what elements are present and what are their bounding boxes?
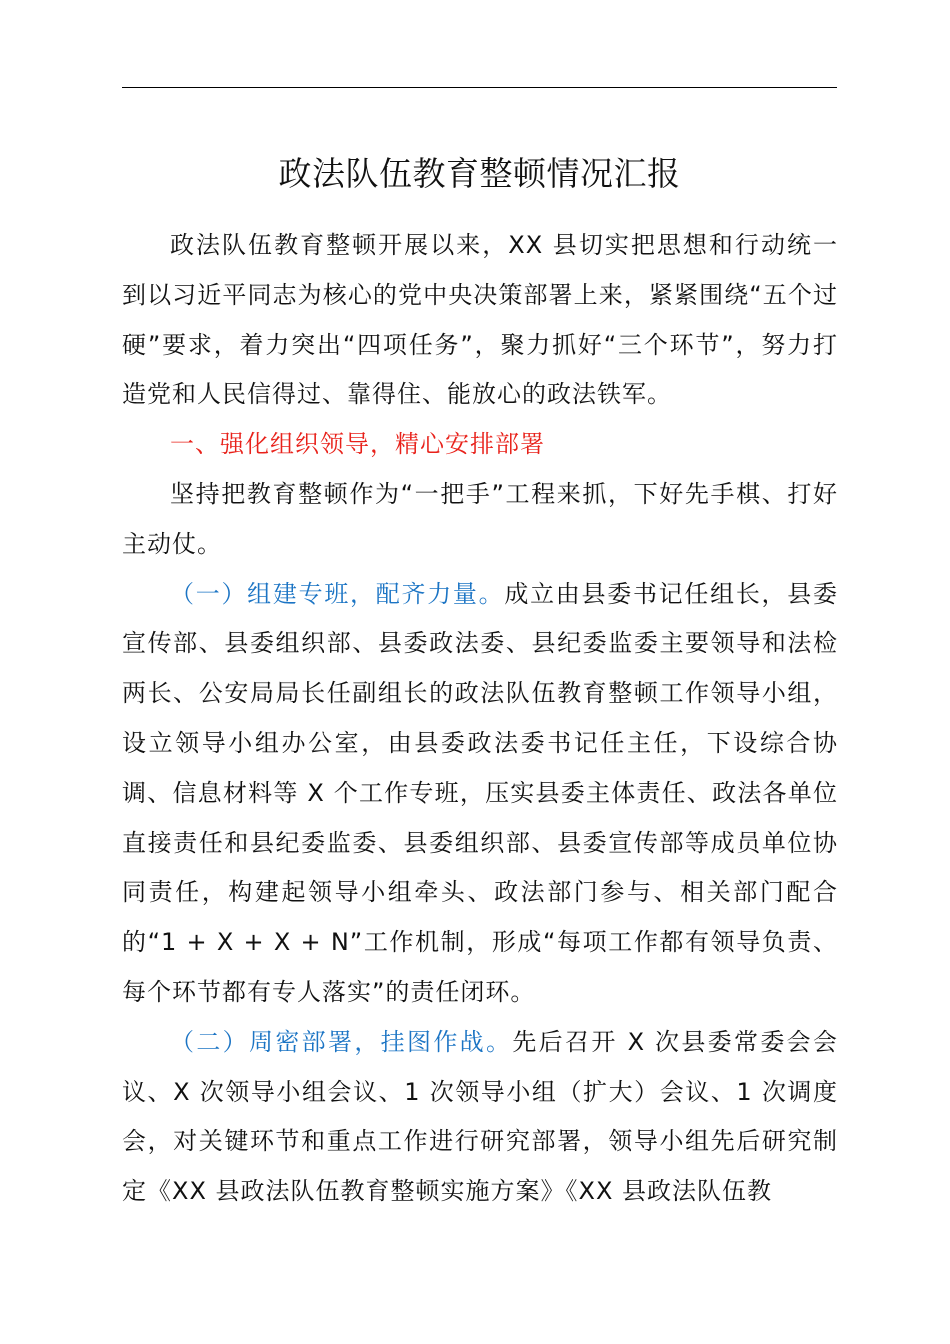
subsection-heading-1: （一）组建专班，配齐力量。: [170, 579, 505, 608]
subsection-heading-2: （二）周密部署，挂图作战。: [170, 1027, 513, 1056]
document-title: 政法队伍教育整顿情况汇报: [278, 154, 681, 193]
subsection-2-body: 先后召开 X 次县委常委会会议、X 次领导小组会议、1 次领导小组（扩大）会议、1 次调度会，对关键环节和重点工作进行研究部署，领导小组先后研究制定《XX 县政法队伍教育整顿实施方案》《XX 县政法队伍教: [122, 1027, 839, 1206]
section-1-intro-paragraph: 坚持把教育整顿作为“一把手”工程来抓，下好先手棋、打好主动仗。: [122, 479, 838, 558]
subsection-2-paragraph: [122, 1018, 838, 1217]
subsection-1-body: 成立由县委书记任组长，县委宣传部、县委组织部、县委政法委、县纪委监委主要领导和法检两长、公安局局长任副组长的政法队伍教育整顿工作领导小组，设立领导小组办公室，由县委政法委书记任主任，下设综合协调、信息材料等 X 个工作专班，压实县委主体责任、政法各单位直接责任和县纪委监委、县委组织部、县委宣传部等成员单位协同责任，构建起领导小组牵头、政法部门参与、相关部门配合的“1 + X + X + N”工作机制，形成“每项工作都有领导负责、每个环节都有专人落实”的责任闭环。: [122, 579, 838, 1006]
document-body: [122, 221, 838, 1217]
header-rule: [122, 87, 837, 88]
intro-paragraph: 政法队伍教育整顿开展以来，XX 县切实把思想和行动统一到以习近平同志为核心的党中央决策部署上来，紧紧围绕“五个过硬”要求，着力突出“四项任务”，聚力抓好“三个环节”，努力打造党和人民信得过、靠得住、能放心的政法铁军。: [122, 231, 838, 409]
subsection-1-paragraph: [122, 570, 838, 1018]
section-heading-1: 一、强化组织领导，精心安排部署: [170, 430, 545, 459]
